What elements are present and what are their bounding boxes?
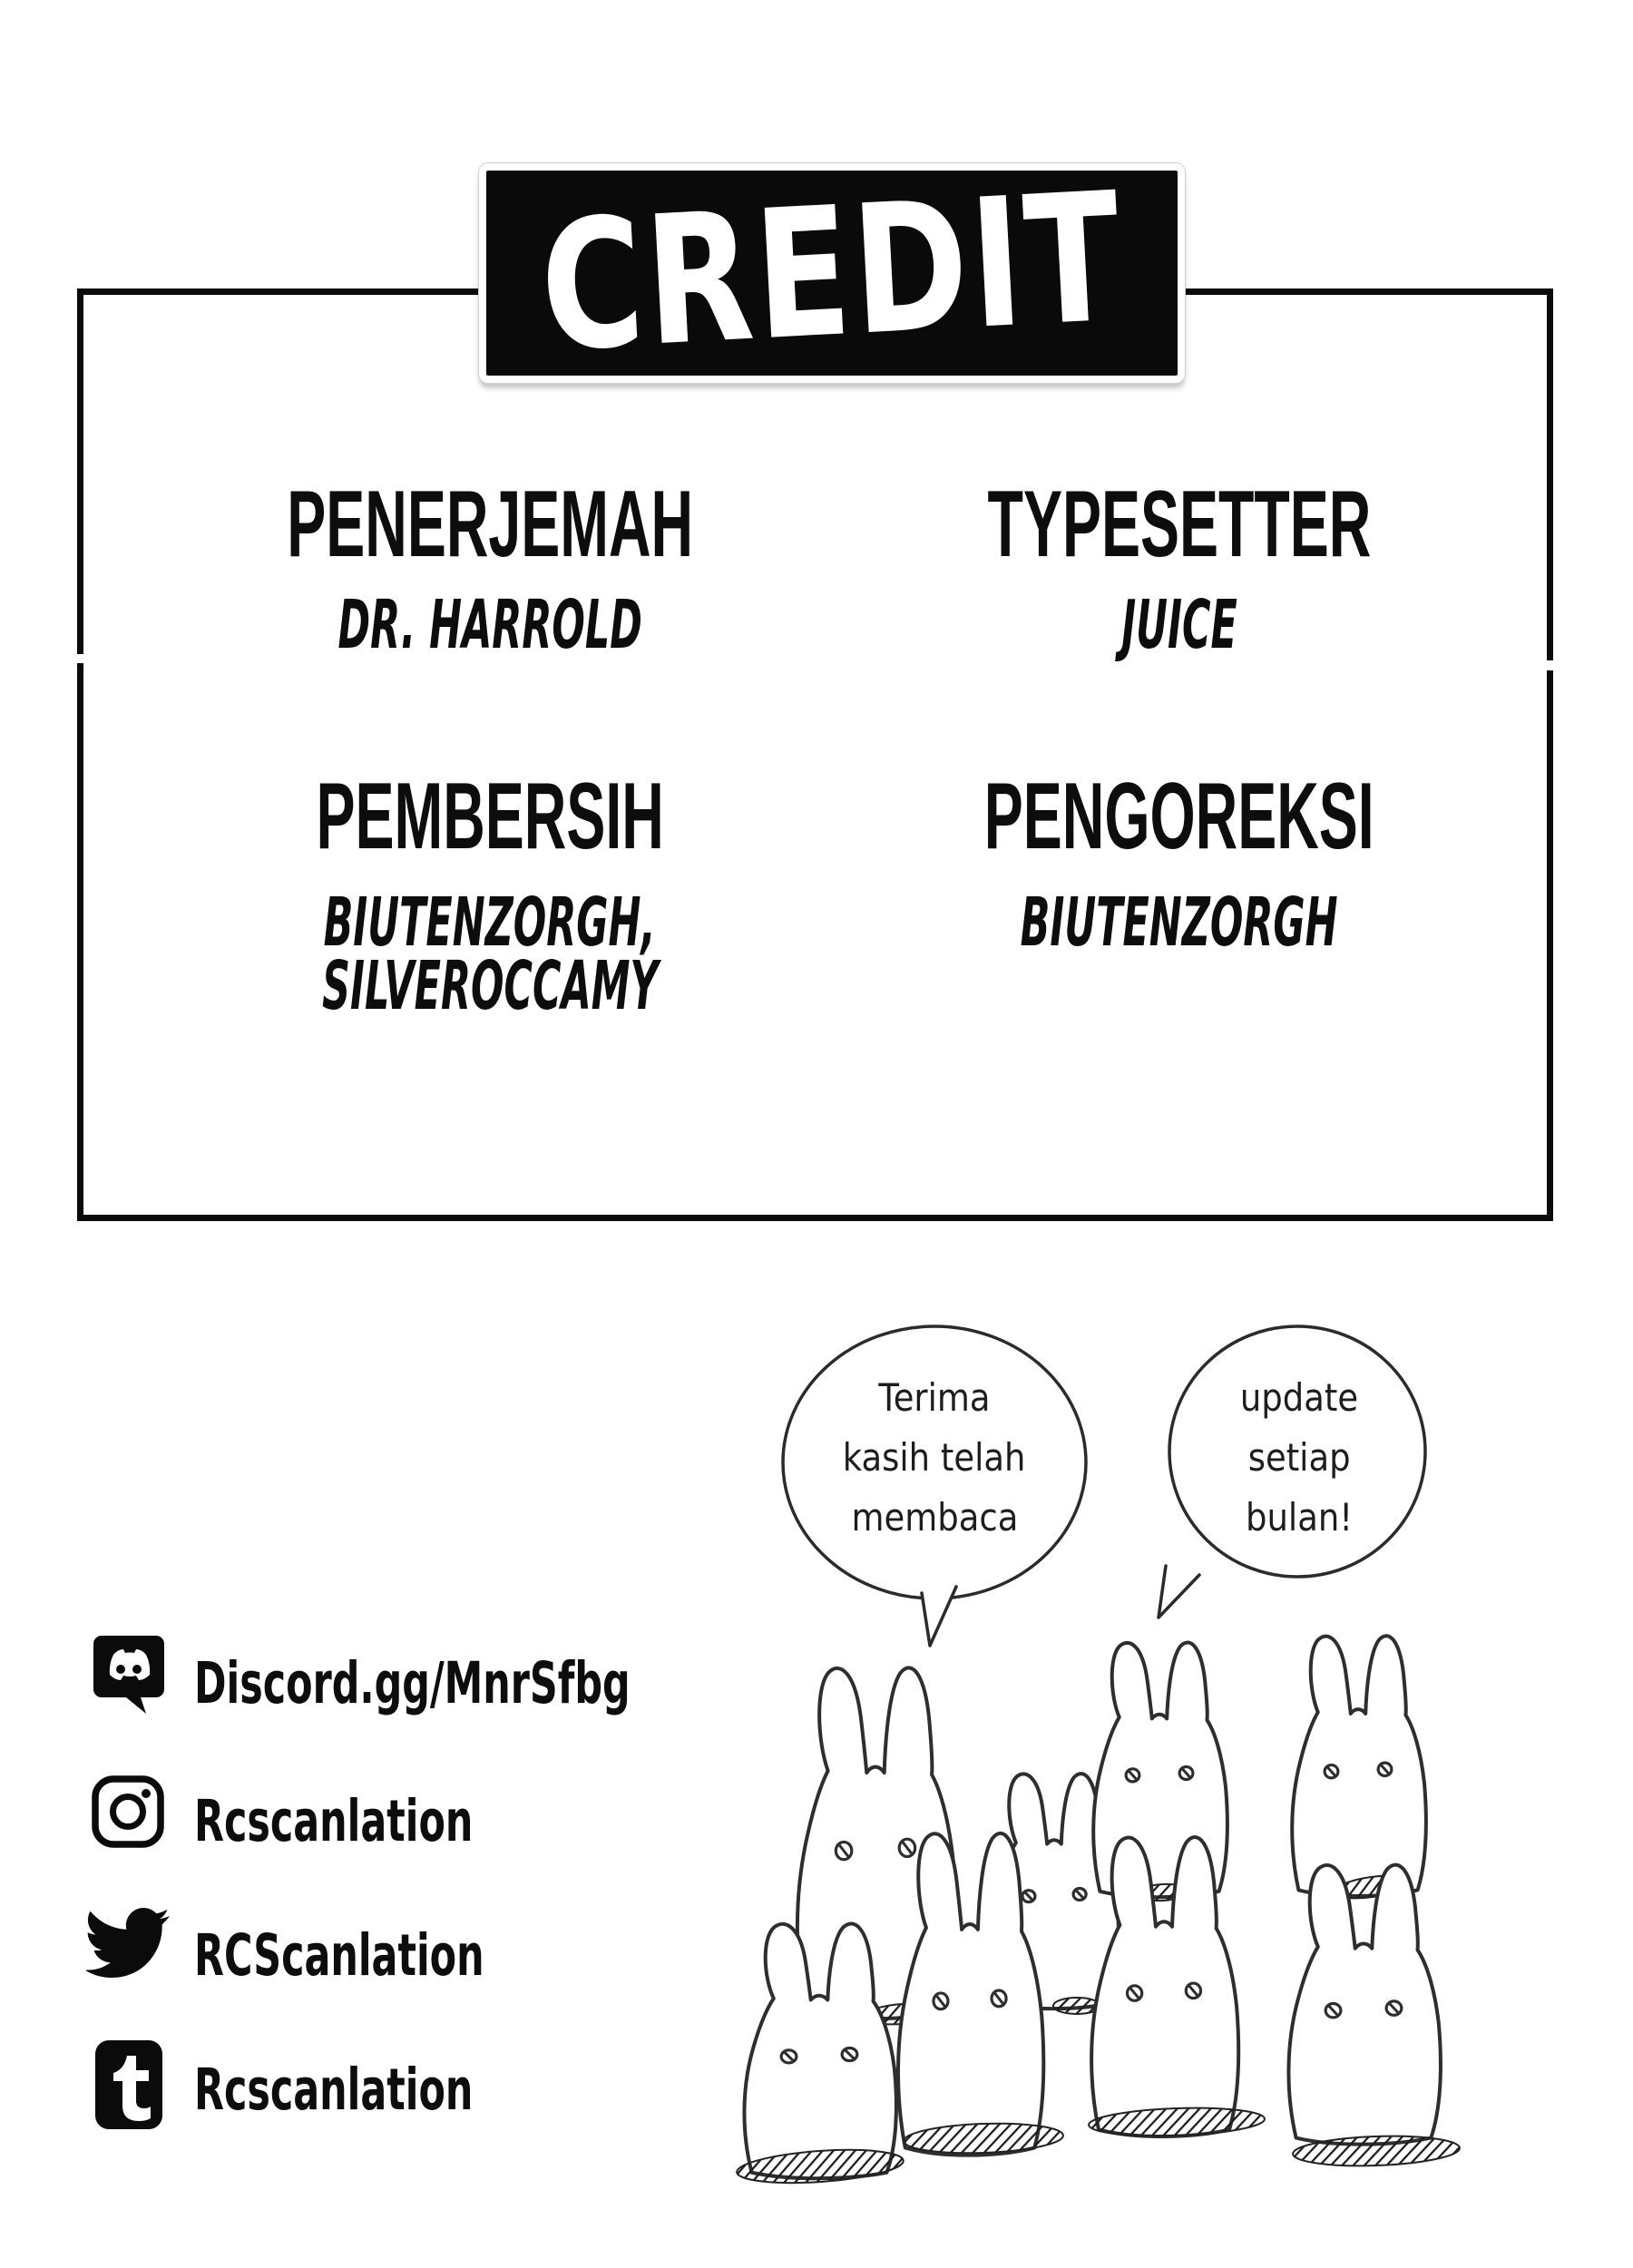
twitter-icon xyxy=(86,1907,171,1978)
credit-frame xyxy=(77,288,1553,1221)
name-pembersih-line2: SILVEROCCAMY xyxy=(321,947,659,1025)
name-typesetter: JUICE xyxy=(1121,586,1237,664)
bubble-right-text: update setiap bulan! xyxy=(1239,1375,1359,1540)
frame-seam-left xyxy=(75,654,86,663)
frame-seam-right xyxy=(1544,660,1555,670)
page-title: CREDIT xyxy=(535,154,1129,392)
bunny-back-4 xyxy=(1292,1636,1426,1896)
bunny-front-4 xyxy=(1288,1865,1441,2145)
role-pengoreksi: PENGOREKSI xyxy=(984,764,1374,869)
discord-icon xyxy=(91,1633,167,1716)
name-pembersih-line1: BIUTENZORGH, xyxy=(323,884,657,962)
instagram-handle: Rcscanlation xyxy=(194,1788,474,1854)
tumblr-handle: Rcscanlation xyxy=(194,2057,474,2123)
name-penerjemah: DR. HARROLD xyxy=(337,586,642,664)
bunny-crowd-drawing xyxy=(726,1624,1542,2268)
twitter-handle: RCScanlation xyxy=(194,1922,484,1989)
credit-banner xyxy=(479,154,1185,392)
tumblr-icon xyxy=(94,2039,163,2130)
bubble-left-text: Terima kasih telah membaca xyxy=(843,1375,1026,1540)
discord-handle: Discord.gg/MnrSfbg xyxy=(194,1650,631,1716)
role-penerjemah: PENERJEMAH xyxy=(287,472,693,577)
role-typesetter: TYPESETTER xyxy=(987,472,1372,577)
role-pembersih: PEMBERSIH xyxy=(316,764,664,869)
instagram-icon xyxy=(91,1774,165,1849)
name-pengoreksi: BIUTENZORGH xyxy=(1021,884,1338,962)
